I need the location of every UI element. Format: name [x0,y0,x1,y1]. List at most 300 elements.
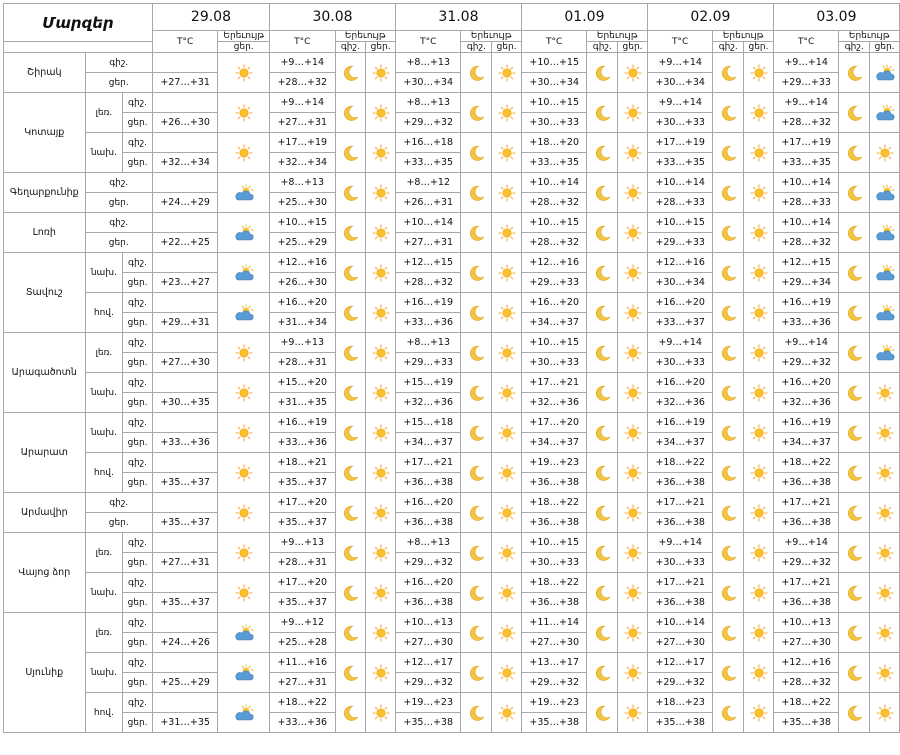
night-icon-cell [461,413,492,453]
night-icon-cell [335,413,366,453]
temperature-cell: +16…+19 [773,413,838,433]
time-of-day-label: ցեր. [123,553,153,573]
sun-behind-cloud-icon [874,64,896,82]
time-of-day-label: գիշ. [123,93,153,113]
temperature-cell: +28…+31 [270,553,335,573]
day-icon-cell [870,533,900,573]
sun-icon [874,584,896,602]
sun-icon [370,704,392,722]
date-header: 01.09 [521,4,647,31]
sun-icon [496,584,518,602]
temperature-cell: +9…+12 [270,613,335,633]
moon-icon [717,184,739,202]
forecast-row [4,133,900,153]
day-icon-cell [618,653,648,693]
day-icon-cell [366,493,396,533]
temperature-cell: +34…+37 [773,433,838,453]
moon-icon [339,544,361,562]
temperature-cell: +10…+15 [521,53,586,73]
night-icon-cell [461,93,492,133]
sun-behind-cloud-icon [874,184,896,202]
moon-icon [591,624,613,642]
forecast-row [4,333,900,353]
night-icon-cell [461,213,492,253]
moon-icon [465,224,487,242]
temperature-cell: +17…+21 [647,493,712,513]
temperature-cell: +34…+37 [647,433,712,453]
temperature-cell: +16…+20 [521,293,586,313]
phenomenon-column-header: Երեւույթ [461,31,521,42]
night-icon-cell [587,213,618,253]
region-name: Արարատ [4,413,86,493]
moon-icon [465,144,487,162]
day-icon-cell [218,293,270,333]
temperature-cell: +10…+15 [521,333,586,353]
night-icon-cell [461,693,492,733]
moon-icon [717,304,739,322]
temperature-cell: +35…+38 [395,713,460,733]
day-icon-cell [870,93,900,133]
day-icon-cell [218,333,270,373]
day-icon-cell [366,173,396,213]
night-icon-cell [839,693,870,733]
night-icon-cell [713,493,744,533]
sun-icon [874,544,896,562]
day-icon-cell [870,213,900,253]
day-icon-cell [618,693,648,733]
sun-icon [496,144,518,162]
day-icon-cell [870,453,900,493]
temperature-cell: +24…+29 [152,193,217,213]
temperature-cell: +36…+38 [647,593,712,613]
day-icon-cell [218,493,270,533]
day-icon-cell [218,413,270,453]
forecast-row [4,213,900,233]
phenomenon-column-header: Երեւույթ [335,31,395,42]
subregion-name: նախ. [85,253,123,293]
night-icon-cell [839,253,870,293]
temperature-cell [152,53,217,73]
night-icon-cell [713,653,744,693]
temperature-cell [152,453,217,473]
moon-icon [843,584,865,602]
day-icon-cell [744,373,774,413]
temperature-cell: +32…+36 [521,393,586,413]
temperature-cell: +30…+34 [395,73,460,93]
day-icon-cell [492,333,522,373]
sun-icon [622,104,644,122]
temperature-cell: +26…+31 [395,193,460,213]
temperature-cell: +36…+38 [395,513,460,533]
sun-icon [233,464,255,482]
temperature-cell: +33…+37 [647,313,712,333]
temperature-cell: +30…+34 [521,73,586,93]
night-icon-cell [335,293,366,333]
moon-icon [717,344,739,362]
day-icon-cell [492,293,522,333]
sun-icon [370,264,392,282]
time-of-day-label: գիշ. [123,293,153,313]
day-icon-cell [618,173,648,213]
phenomenon-column-header: Երեւույթ [587,31,647,42]
sun-icon [496,304,518,322]
sun-behind-cloud-icon [233,264,255,282]
temperature-cell: +28…+32 [773,673,838,693]
temperature-cell: +9…+14 [647,53,712,73]
sun-icon [622,224,644,242]
temperature-cell: +17…+20 [270,493,335,513]
sun-icon [496,264,518,282]
sun-behind-cloud-icon [233,704,255,722]
temp-column-header: T°C [395,31,460,53]
sun-icon [496,224,518,242]
time-of-day-label: գիշ. [85,173,152,193]
night-icon-cell [335,213,366,253]
moon-icon [465,664,487,682]
date-header: 29.08 [152,4,269,31]
temperature-cell: +17…+19 [647,133,712,153]
temperature-cell: +9…+13 [270,533,335,553]
temperature-cell: +27…+30 [521,633,586,653]
subregion-name: հով. [85,293,123,333]
temperature-cell: +17…+20 [521,413,586,433]
night-icon-cell [839,533,870,573]
date-header: 03.09 [773,4,899,31]
night-icon-cell [461,53,492,93]
temperature-cell: +17…+21 [773,573,838,593]
moon-icon [591,184,613,202]
sun-icon [748,464,770,482]
day-icon-cell [618,453,648,493]
day-icon-cell [366,693,396,733]
region-name: Արագածոտն [4,333,86,413]
temperature-cell: +29…+32 [395,113,460,133]
day-icon-cell [218,693,270,733]
temperature-cell: +16…+19 [395,293,460,313]
temperature-cell: +8…+13 [395,333,460,353]
temperature-cell: +10…+14 [773,173,838,193]
sun-icon [874,464,896,482]
temperature-cell: +28…+31 [270,353,335,373]
night-icon-cell [713,253,744,293]
moon-icon [339,384,361,402]
temperature-cell: +16…+19 [647,413,712,433]
temperature-cell: +10…+13 [773,613,838,633]
night-icon-cell [461,293,492,333]
night-icon-cell [461,133,492,173]
temperature-cell: +16…+19 [270,413,335,433]
temperature-cell: +29…+33 [647,233,712,253]
time-of-day-label: գիշ. [123,693,153,713]
temperature-cell: +30…+33 [521,113,586,133]
sun-icon [370,144,392,162]
subregion-name: հով. [85,693,123,733]
temperature-cell: +9…+14 [647,333,712,353]
moon-icon [591,704,613,722]
day-icon-cell [366,613,396,653]
sun-icon [748,624,770,642]
day-icon-cell [366,413,396,453]
temperature-cell: +18…+22 [773,453,838,473]
sun-icon [748,704,770,722]
sun-icon [233,584,255,602]
sun-icon [622,184,644,202]
day-icon-cell [618,93,648,133]
day-icon-cell [870,293,900,333]
temperature-cell: +32…+34 [270,153,335,173]
forecast-row [4,413,900,433]
night-icon-cell [461,613,492,653]
temperature-cell: +10…+14 [395,213,460,233]
moon-icon [339,184,361,202]
temperature-cell: +32…+34 [152,153,217,173]
sun-icon [233,424,255,442]
night-icon-cell [587,133,618,173]
day-icon-cell [744,133,774,173]
night-icon-cell [587,613,618,653]
night-icon-cell [335,613,366,653]
day-icon-cell [618,413,648,453]
moon-icon [717,224,739,242]
day-icon-cell [492,493,522,533]
temperature-cell: +17…+21 [521,373,586,393]
temperature-cell: +22…+25 [152,233,217,253]
day-icon-cell [366,373,396,413]
phenomenon-column-header: Երեւույթ [713,31,773,42]
temperature-cell: +34…+37 [395,433,460,453]
time-of-day-label: գիշ. [123,613,153,633]
forecast-row [4,93,900,113]
moon-icon [717,664,739,682]
night-icon-cell [335,653,366,693]
sun-icon [622,144,644,162]
temperature-cell: +32…+36 [647,393,712,413]
phenomenon-column-header: Երեւույթ [218,31,270,42]
day-icon-cell [870,373,900,413]
day-icon-cell [618,253,648,293]
subregion-name: նախ. [85,653,123,693]
night-icon-cell [839,453,870,493]
temperature-cell: +33…+36 [270,713,335,733]
day-icon-cell [618,293,648,333]
day-icon-cell [870,173,900,213]
temperature-cell [152,173,217,193]
sun-icon [748,664,770,682]
day-icon-cell [492,413,522,453]
temperature-cell: +12…+16 [647,253,712,273]
sun-icon [496,64,518,82]
temperature-cell: +16…+20 [395,573,460,593]
sun-icon [622,544,644,562]
sun-icon [748,544,770,562]
sun-icon [233,64,255,82]
night-icon-cell [587,573,618,613]
sun-behind-cloud-icon [233,224,255,242]
sun-behind-cloud-icon [233,304,255,322]
time-of-day-label: գիշ. [123,253,153,273]
day-icon-cell [870,613,900,653]
sun-icon [233,544,255,562]
forecast-table-wrapper [3,3,900,733]
temperature-cell: +31…+35 [152,713,217,733]
temperature-cell: +18…+23 [647,693,712,713]
day-icon-cell [744,53,774,93]
temperature-cell: +35…+37 [152,473,217,493]
night-icon-cell [713,693,744,733]
temp-column-header: T°C [521,31,586,53]
temperature-cell: +8…+13 [270,173,335,193]
temperature-cell: +16…+20 [270,293,335,313]
night-icon-cell [713,293,744,333]
temperature-cell: +35…+37 [152,513,217,533]
temperature-cell: +28…+32 [270,73,335,93]
temperature-cell: +17…+19 [773,133,838,153]
temperature-cell: +18…+22 [773,693,838,713]
temp-column-header: T°C [773,31,838,53]
temperature-cell: +34…+37 [521,313,586,333]
moon-icon [465,264,487,282]
time-of-day-label: գիշ. [123,653,153,673]
moon-icon [717,464,739,482]
time-of-day-label: գիշ. [123,133,153,153]
temperature-cell: +10…+13 [395,613,460,633]
night-icon-cell [839,293,870,333]
day-icon-cell [618,493,648,533]
night-icon-cell [713,333,744,373]
temperature-cell: +31…+34 [270,313,335,333]
sun-icon [748,304,770,322]
subregion-name: լեռ. [85,613,123,653]
day-icon-cell [366,653,396,693]
temperature-cell [152,613,217,633]
temperature-cell: +36…+38 [521,473,586,493]
sun-icon [496,544,518,562]
moon-icon [591,304,613,322]
night-icon-cell [461,653,492,693]
temperature-cell: +10…+14 [647,613,712,633]
sun-icon [370,104,392,122]
moon-icon [843,264,865,282]
sun-icon [370,184,392,202]
moon-icon [843,464,865,482]
night-icon-cell [587,533,618,573]
time-of-day-label: գիշ. [123,533,153,553]
temperature-cell: +30…+33 [647,113,712,133]
time-of-day-label: ցեր. [85,193,152,213]
moon-icon [339,584,361,602]
time-of-day-label: գիշ. [123,453,153,473]
day-icon-cell [870,333,900,373]
temperature-cell: +35…+38 [521,713,586,733]
temperature-cell: +35…+37 [152,593,217,613]
moon-icon [591,464,613,482]
temperature-cell: +18…+20 [521,133,586,153]
sun-icon [874,624,896,642]
moon-icon [591,504,613,522]
region-name: Շիրակ [4,53,86,93]
moon-icon [465,384,487,402]
header-blank [4,42,153,53]
day-icon-cell [744,93,774,133]
night-icon-cell [335,493,366,533]
sun-icon [748,504,770,522]
temperature-cell: +29…+34 [773,273,838,293]
night-icon-cell [461,253,492,293]
day-icon-cell [218,53,270,93]
sun-icon [496,384,518,402]
night-column-header: գիշ. [713,42,744,53]
temperature-cell: +28…+32 [521,193,586,213]
sun-behind-cloud-icon [874,304,896,322]
time-of-day-label: գիշ. [123,373,153,393]
regions-header: Մարզեր [4,4,153,42]
weather-forecast-table [3,3,900,733]
subregion-name: նախ. [85,413,123,453]
moon-icon [465,544,487,562]
day-icon-cell [618,613,648,653]
day-icon-cell [618,573,648,613]
temperature-cell: +27…+30 [773,633,838,653]
sun-icon [748,104,770,122]
night-icon-cell [587,93,618,133]
moon-icon [591,144,613,162]
region-name: Կոտայք [4,93,86,173]
temperature-cell: +15…+19 [395,373,460,393]
forecast-row [4,533,900,553]
temperature-cell: +36…+38 [647,513,712,533]
temperature-cell: +35…+38 [647,713,712,733]
moon-icon [465,464,487,482]
time-of-day-label: գիշ. [123,573,153,593]
moon-icon [591,104,613,122]
day-icon-cell [492,373,522,413]
subregion-name: լեռ. [85,333,123,373]
night-icon-cell [335,533,366,573]
day-icon-cell [366,53,396,93]
sun-icon [622,264,644,282]
temperature-cell: +19…+23 [395,693,460,713]
temperature-cell: +17…+21 [647,573,712,593]
sun-icon [622,704,644,722]
moon-icon [843,104,865,122]
temperature-cell: +29…+33 [395,353,460,373]
region-name: Գեղարքունիք [4,173,86,213]
night-icon-cell [713,173,744,213]
day-icon-cell [366,333,396,373]
temperature-cell: +30…+34 [647,273,712,293]
day-icon-cell [492,653,522,693]
night-column-header: գիշ. [839,42,870,53]
day-icon-cell [618,333,648,373]
temperature-cell: +11…+16 [270,653,335,673]
temperature-cell: +33…+35 [647,153,712,173]
night-icon-cell [587,493,618,533]
sun-icon [874,704,896,722]
night-icon-cell [587,413,618,453]
temperature-cell: +30…+33 [647,353,712,373]
time-of-day-label: ցեր. [123,313,153,333]
moon-icon [465,504,487,522]
day-icon-cell [618,213,648,253]
day-icon-cell [870,573,900,613]
forecast-row [4,53,900,73]
temperature-cell: +18…+22 [270,693,335,713]
temperature-cell: +13…+17 [521,653,586,673]
sun-icon [233,504,255,522]
temperature-cell: +23…+27 [152,273,217,293]
temperature-cell: +29…+32 [773,353,838,373]
temperature-cell: +30…+34 [647,73,712,93]
